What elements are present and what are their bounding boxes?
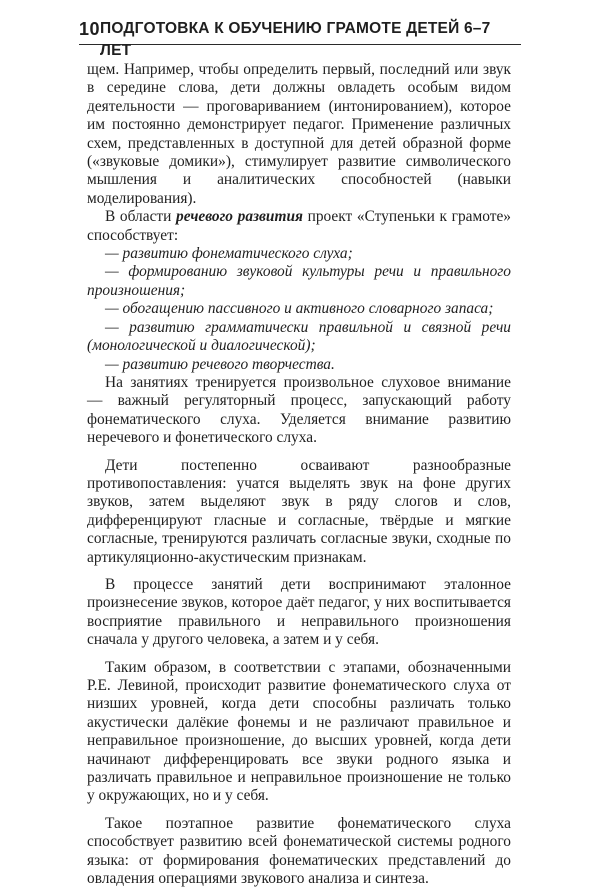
list-item: — развитию фонематического слуха;: [105, 245, 353, 263]
page-number: 10: [79, 19, 101, 39]
list-item: — развитию грамматически правильной и связной речи (монологической и диалогической);: [87, 318, 511, 355]
running-header: [79, 18, 521, 59]
paragraph-auditory-attention: На занятиях тренируется произвольное слуховое внимание — важный регуляторный процесс, запускающий работу фонематического слуха. Уделяется внимание развитию неречевого и фонетического слуха.: [87, 373, 511, 447]
paragraph-phonemic-system: Такое поэтапное развитие фонематического слуха способствует развитию всей фонематической системы родного языка: от формирования фонематических представлений до овладения операциями звукового анализа и синтеза.: [87, 814, 511, 888]
emphasized-term: речевого развития: [176, 208, 303, 226]
goals-list: [87, 245, 511, 374]
list-item: — формированию звуковой культуры речи и правильного произношения;: [87, 263, 511, 299]
list-item: — развитию речевого творчества.: [105, 355, 335, 373]
paragraph-reference-pronunciation: В процессе занятий дети воспринимают эталонное произнесение звуков, которое даёт педагог, у них воспитывается восприятие правильного и неправильного произношения сначала у другого человека, а затем и у себя.: [87, 575, 511, 649]
list-item: — обогащению пассивного и активного словарного запаса;: [105, 300, 494, 318]
paragraph-outro-text: проект «Ступеньки к грамоте» способствует:: [87, 208, 511, 244]
paragraph-contrasts: Дети постепенно осваивают разнообразные противопоставления: учатся выделять звук на фоне других звуков, затем выделяют звук в ряду слогов и слов, дифференцируют гласные и согласные, твёрдые и мягкие согласные, тренируются различать согласные звуки, сходные по артикуляционно-акустическим признакам.: [87, 456, 511, 566]
running-title: ПОДГОТОВКА К ОБУЧЕНИЮ ГРАМОТЕ ДЕТЕЙ 6–7 ЛЕТ: [100, 20, 491, 59]
paragraph-levina-stages: Таким образом, в соответствии с этапами, обозначенными Р.Е. Левиной, происходит развитие фонематического слуха от низших уровней, когда дети способны различать только акустически далёкие фонемы и не различают правильное и неправильное произношение, до высших уровней, когда дети начинают дифференцировать все звуки родного языка и различать правильное и неправильное произношение не только у окружающих, но и у себя.: [87, 658, 511, 805]
page-body: [87, 61, 511, 888]
paragraph-intro-text: В области: [105, 208, 177, 226]
paragraph-continuation: щем. Например, чтобы определить первый, последний или звук в середине слова, дети должны овладеть особым видом деятельности — проговариванием (интонированием), которое им постоянно демонстрирует педагог. Применение различных схем, представленных в доступной для детей образной форме («звуковые домики»), стимулирует развитие символического мышления и аналитических способностей (навыки моделирования).: [87, 61, 511, 207]
paragraph-speech-development: [87, 208, 511, 245]
